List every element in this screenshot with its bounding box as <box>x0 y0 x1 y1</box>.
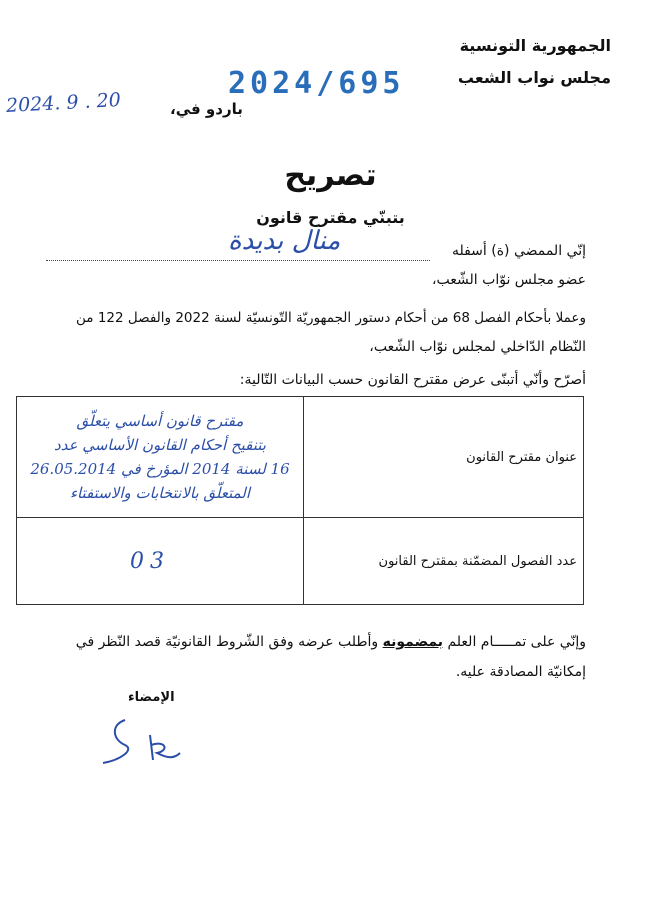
proposal-title-line: بتنقيح أحكام القانون الأساسي عدد <box>54 436 266 454</box>
handwritten-signer-name: منال بديدة <box>228 226 341 256</box>
proposal-data-table <box>16 396 584 605</box>
declaration-legal-basis: وعملا بأحكام الفصل 68 من أحكام دستور الجمهوريّة التّونسيّة لسنة 2022 والفصل 122 من <box>76 310 586 326</box>
header-republic: الجمهورية التونسية <box>459 36 611 55</box>
article-count-handwritten: 03 <box>130 548 170 574</box>
closing-text-a: وإنّي على تمـــــام العلم <box>447 634 586 650</box>
place-label: باردو في، <box>170 100 243 118</box>
document-subtitle: بتبنّي مقترح قانون <box>256 208 405 227</box>
declaration-rules-line: النّظام الدّاخلي لمجلس نوّاب الشّعب، <box>369 339 586 355</box>
closing-line-2: إمكانيّة المصادقة عليه. <box>455 664 586 680</box>
header-assembly: مجلس نواب الشعب <box>457 68 611 87</box>
closing-bold-word: بمضمونه <box>382 634 444 650</box>
label-article-count: عدد الفصول المضمّنة بمقترح القانون <box>304 518 584 605</box>
table-row <box>17 518 584 605</box>
declaration-member-line: عضو مجلس نوّاب الشّعب، <box>432 272 586 288</box>
handwritten-date: 2024. 9 . 20 <box>5 89 122 117</box>
registration-stamp-number: 2024/695 <box>228 66 405 101</box>
value-article-count <box>17 518 304 605</box>
signature-label: الإمضاء <box>128 690 175 705</box>
declaration-prefix: إنّي الممضي (ة) أسفله <box>451 243 586 259</box>
declaration-intro-line: أصرّح وأنّي أتبنّى عرض مقترح القانون حسب البيانات التّالية: <box>239 372 586 388</box>
label-proposal-title: عنوان مقترح القانون <box>304 397 584 518</box>
table-row <box>17 397 584 518</box>
proposal-title-line: 16 لسنة 2014 المؤرخ في 26.05.2014 <box>30 460 290 478</box>
proposal-title-line: مقترح قانون أساسي يتعلّق <box>76 412 244 430</box>
proposal-title-line: المتعلّق بالانتخابات والاستفتاء <box>69 484 251 502</box>
value-proposal-title <box>17 397 304 518</box>
handwritten-signature <box>95 705 215 775</box>
document-title: تصريح <box>284 158 377 193</box>
closing-text-b: وأطلب عرضه وفق الشّروط القانونيّة قصد النّظر في <box>75 634 379 650</box>
closing-line-1 <box>76 634 586 650</box>
